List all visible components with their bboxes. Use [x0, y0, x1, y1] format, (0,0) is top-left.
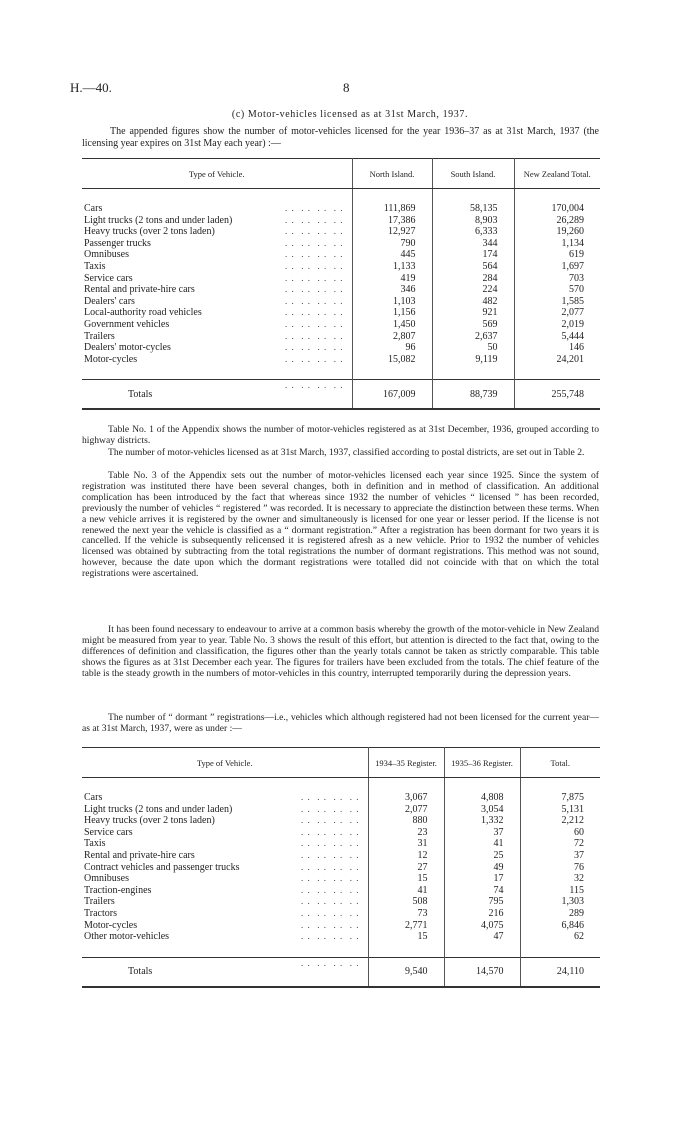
- cell-value: 47: [444, 931, 520, 943]
- body-paragraph: The number of motor-vehicles licensed as at 31st March, 1937, classified according to postal districts, are set out in Table 2.: [108, 447, 585, 458]
- totals-label: Totals . . . . . . . .: [82, 380, 352, 410]
- table-row: [82, 908, 600, 920]
- cell-value: 24,201: [514, 354, 600, 366]
- leader-dots: . . . . . . . .: [285, 237, 344, 248]
- cell-value: 7,875: [520, 792, 600, 804]
- row-label: Service cars . . . . . . . .: [84, 826, 360, 838]
- total-value: 167,009: [352, 380, 432, 410]
- leader-dots: . . . . . . . .: [301, 826, 360, 837]
- cell-value: 1,585: [514, 296, 600, 308]
- row-label: Traction-engines . . . . . . . .: [84, 884, 360, 896]
- cell-value: 111,869: [352, 203, 432, 215]
- table-row: [82, 319, 600, 331]
- row-label: Trailers . . . . . . . .: [84, 330, 344, 342]
- table-row: [82, 920, 600, 932]
- cell-value: 72: [520, 838, 600, 850]
- cell-value: 37: [444, 827, 520, 839]
- table-row: [82, 342, 600, 354]
- licensed-vehicles-table: [82, 158, 600, 410]
- row-label: Heavy trucks (over 2 tons laden) . . . . . . . .: [84, 815, 360, 827]
- row-label: Omnibuses . . . . . . . .: [84, 249, 344, 261]
- cell-value: 284: [432, 273, 514, 285]
- leader-dots: . . . . . . . .: [285, 342, 344, 353]
- row-label: Motor-cycles . . . . . . . .: [84, 919, 360, 931]
- row-label: Contract vehicles and passenger trucks . . . . . . . .: [84, 861, 360, 873]
- cell-value: 2,077: [514, 307, 600, 319]
- row-label: Government vehicles . . . . . . . .: [84, 318, 344, 330]
- cell-value: 3,067: [368, 792, 444, 804]
- column-header: North Island.: [352, 159, 432, 189]
- leader-dots: . . . . . . . .: [301, 849, 360, 860]
- leader-dots: . . . . . . . .: [285, 272, 344, 283]
- cell-value: 37: [520, 850, 600, 862]
- leader-dots: . . . . . . . .: [285, 284, 344, 295]
- cell-value: 880: [368, 815, 444, 827]
- cell-value: 15: [368, 931, 444, 943]
- cell-value: 15,082: [352, 354, 432, 366]
- row-label: Tractors . . . . . . . .: [84, 907, 360, 919]
- cell-value: 12,927: [352, 226, 432, 238]
- table-row: [82, 261, 600, 273]
- leader-dots: . . . . . . . .: [285, 318, 344, 329]
- row-label: Cars . . . . . . . .: [84, 203, 344, 214]
- table-row: [82, 838, 600, 850]
- body-paragraph: Table No. 3 of the Appendix sets out the number of motor-vehicles licensed each year since 1925. Since the system of registration was instituted there have been several changes, both in definition and in method of classification. An additional complication has been introduced by the fact that whereas since 1932 the number of vehicles “ licensed ” has been recorded, previously the number of vehicles “ registered ” was recorded. It is necessary to appreciate the distinction between these terms. When a new vehicle arrives it is registered by the owner and simultaneously is licensed for one year or lesser period. If the license is not renewed the next year the vehicle is classified as a “ dormant registration.” After a registration has been dormant for two years it is cancelled. If the vehicle is subsequently relicensed it is registered afresh as a new vehicle. Prior to 1932 the number of vehicles licensed was obtained by subtracting from the total registrations the number of dormant registrations. This method was not sound, however, because the date upon which the dormant registrations were totalled did not coincide with that on which the total registrations were ascertained.: [82, 470, 599, 580]
- cell-value: 2,077: [368, 804, 444, 816]
- table-row: [82, 307, 600, 319]
- cell-value: 41: [444, 838, 520, 850]
- column-header: Type of Vehicle.: [82, 159, 352, 189]
- cell-value: 921: [432, 307, 514, 319]
- table-row: [82, 215, 600, 227]
- section-title: (c) Motor-vehicles licensed as at 31st March, 1937.: [231, 109, 469, 120]
- cell-value: 74: [444, 885, 520, 897]
- cell-value: 564: [432, 261, 514, 273]
- cell-value: 1,134: [514, 238, 600, 250]
- cell-value: 26,289: [514, 215, 600, 227]
- table-row: [82, 815, 600, 827]
- intro-paragraph: The appended figures show the number of motor-vehicles licensed for the year 1936–37 as at 31st March, 1937 (the licensing year expires on 31st May each year) :—: [82, 126, 599, 149]
- row-label: Rental and private-hire cars . . . . . . . .: [84, 284, 344, 296]
- cell-value: 17,386: [352, 215, 432, 227]
- cell-value: 1,133: [352, 261, 432, 273]
- cell-value: 96: [352, 342, 432, 354]
- leader-dots: . . . . . . . .: [301, 907, 360, 918]
- row-label: Taxis . . . . . . . .: [84, 260, 344, 272]
- table-row: [82, 885, 600, 897]
- cell-value: 73: [368, 908, 444, 920]
- row-label: Light trucks (2 tons and under laden) . . . . . . . .: [84, 214, 344, 226]
- table-row: [82, 249, 600, 261]
- cell-value: 619: [514, 249, 600, 261]
- leader-dots: . . . . . . . .: [301, 931, 360, 942]
- column-header: Type of Vehicle.: [82, 748, 368, 778]
- cell-value: 23: [368, 827, 444, 839]
- body-paragraph: It has been found necessary to endeavour to arrive at a common basis whereby the growth of the motor-vehicle in New Zealand might be measured from year to year. Table No. 3 shows the result of this effort, but attention is directed to the fact that, owing to the differences of definition and classification, the figures other than the yearly totals cannot be taken as strictly comparable. This table shows the figures as at 31st December each year. The figures for trailers have been excluded from the totals. The chief feature of the table is the steady growth in the numbers of motor-vehicles in this country, interrupted temporarily during the depression years.: [82, 624, 599, 679]
- cell-value: 146: [514, 342, 600, 354]
- total-value: 255,748: [514, 380, 600, 410]
- cell-value: 174: [432, 249, 514, 261]
- cell-value: 1,303: [520, 896, 600, 908]
- leader-dots: . . . . . . . .: [285, 353, 344, 364]
- cell-value: 32: [520, 873, 600, 885]
- cell-value: 2,019: [514, 319, 600, 331]
- table-row: [82, 931, 600, 943]
- leader-dots: . . . . . . . .: [285, 295, 344, 306]
- column-header: Total.: [520, 748, 600, 778]
- row-label: Passenger trucks . . . . . . . .: [84, 237, 344, 249]
- page-number: 8: [343, 80, 350, 95]
- cell-value: 25: [444, 850, 520, 862]
- cell-value: 115: [520, 885, 600, 897]
- cell-value: 41: [368, 885, 444, 897]
- cell-value: 49: [444, 862, 520, 874]
- row-label: Taxis . . . . . . . .: [84, 838, 360, 850]
- table-row: [82, 873, 600, 885]
- cell-value: 6,333: [432, 226, 514, 238]
- table-row: [82, 226, 600, 238]
- row-label: Service cars . . . . . . . .: [84, 272, 344, 284]
- leader-dots: . . . . . . . .: [285, 203, 344, 213]
- leader-dots: . . . . . . . .: [285, 260, 344, 271]
- cell-value: 2,212: [520, 815, 600, 827]
- total-value: 24,110: [520, 957, 600, 987]
- row-label: Rental and private-hire cars . . . . . . . .: [84, 849, 360, 861]
- leader-dots: . . . . . . . .: [301, 861, 360, 872]
- cell-value: 170,004: [514, 203, 600, 215]
- leader-dots: . . . . . . . .: [301, 873, 360, 884]
- cell-value: 289: [520, 908, 600, 920]
- cell-value: 62: [520, 931, 600, 943]
- row-label: Light trucks (2 tons and under laden) . . . . . . . .: [84, 803, 360, 815]
- cell-value: 445: [352, 249, 432, 261]
- leader-dots: . . . . . . . .: [285, 226, 344, 237]
- cell-value: 570: [514, 284, 600, 296]
- cell-value: 76: [520, 862, 600, 874]
- cell-value: 419: [352, 273, 432, 285]
- cell-value: 58,135: [432, 203, 514, 215]
- cell-value: 1,697: [514, 261, 600, 273]
- table-row: [82, 862, 600, 874]
- row-label: Cars . . . . . . . .: [84, 792, 360, 803]
- table-row: [82, 827, 600, 839]
- cell-value: 31: [368, 838, 444, 850]
- cell-value: 5,131: [520, 804, 600, 816]
- cell-value: 9,119: [432, 354, 514, 366]
- row-label: Motor-cycles . . . . . . . .: [84, 353, 344, 365]
- cell-value: 224: [432, 284, 514, 296]
- cell-value: 2,637: [432, 331, 514, 343]
- parliamentary-paper-reference: H.—40.: [70, 80, 112, 95]
- cell-value: 795: [444, 896, 520, 908]
- row-label: Local-authority road vehicles . . . . . . . .: [84, 307, 344, 319]
- table-row: [82, 354, 600, 366]
- cell-value: 2,807: [352, 331, 432, 343]
- leader-dots: . . . . . . . .: [285, 330, 344, 341]
- cell-value: 1,450: [352, 319, 432, 331]
- table-body: [82, 778, 600, 987]
- totals-label: Totals . . . . . . . .: [82, 957, 368, 987]
- cell-value: 482: [432, 296, 514, 308]
- table-row: [82, 804, 600, 816]
- leader-dots: . . . . . . . .: [301, 815, 360, 826]
- row-label: Dealers' cars . . . . . . . .: [84, 295, 344, 307]
- cell-value: 60: [520, 827, 600, 839]
- table-row: [82, 284, 600, 296]
- row-label: Heavy trucks (over 2 tons laden) . . . . . . . .: [84, 226, 344, 238]
- column-header: New Zealand Total.: [514, 159, 600, 189]
- cell-value: 569: [432, 319, 514, 331]
- table-row: [82, 238, 600, 250]
- leader-dots: . . . . . . . .: [301, 919, 360, 930]
- total-value: 9,540: [368, 957, 444, 987]
- body-paragraph: The number of “ dormant ” registrations—i.e., vehicles which although registered had not been licensed for the current year—as at 31st March, 1937, were as under :—: [82, 712, 599, 734]
- cell-value: 4,075: [444, 920, 520, 932]
- cell-value: 2,771: [368, 920, 444, 932]
- leader-dots: . . . . . . . .: [301, 884, 360, 895]
- leader-dots: . . . . . . . .: [301, 792, 360, 802]
- column-header: 1935–36 Register.: [444, 748, 520, 778]
- leader-dots: . . . . . . . .: [285, 307, 344, 318]
- total-value: 14,570: [444, 957, 520, 987]
- cell-value: 1,332: [444, 815, 520, 827]
- cell-value: 216: [444, 908, 520, 920]
- leader-dots: . . . . . . . .: [301, 957, 360, 968]
- table-row: [82, 850, 600, 862]
- cell-value: 1,156: [352, 307, 432, 319]
- cell-value: 50: [432, 342, 514, 354]
- leader-dots: . . . . . . . .: [301, 838, 360, 849]
- table-row: [82, 203, 600, 215]
- leader-dots: . . . . . . . .: [285, 380, 344, 391]
- table-row: [82, 896, 600, 908]
- cell-value: 4,808: [444, 792, 520, 804]
- cell-value: 508: [368, 896, 444, 908]
- table-row: [82, 792, 600, 804]
- cell-value: 17: [444, 873, 520, 885]
- cell-value: 3,054: [444, 804, 520, 816]
- table-body: [82, 189, 600, 410]
- row-label: Other motor-vehicles . . . . . . . .: [84, 931, 360, 943]
- cell-value: 346: [352, 284, 432, 296]
- table-row: [82, 273, 600, 285]
- cell-value: 344: [432, 238, 514, 250]
- row-label: Omnibuses . . . . . . . .: [84, 873, 360, 885]
- table-row: [82, 296, 600, 308]
- row-label: Dealers' motor-cycles . . . . . . . .: [84, 342, 344, 354]
- cell-value: 703: [514, 273, 600, 285]
- cell-value: 15: [368, 873, 444, 885]
- leader-dots: . . . . . . . .: [285, 249, 344, 260]
- leader-dots: . . . . . . . .: [301, 803, 360, 814]
- dormant-registrations-table: [82, 747, 600, 988]
- column-header: 1934–35 Register.: [368, 748, 444, 778]
- total-value: 88,739: [432, 380, 514, 410]
- cell-value: 8,903: [432, 215, 514, 227]
- cell-value: 5,444: [514, 331, 600, 343]
- body-paragraph: Table No. 1 of the Appendix shows the number of motor-vehicles registered as at 31st December, 1936, grouped according to highway districts.: [82, 424, 599, 446]
- cell-value: 27: [368, 862, 444, 874]
- totals-row: [82, 957, 600, 987]
- leader-dots: . . . . . . . .: [285, 214, 344, 225]
- cell-value: 790: [352, 238, 432, 250]
- cell-value: 19,260: [514, 226, 600, 238]
- table-row: [82, 331, 600, 343]
- row-label: Trailers . . . . . . . .: [84, 896, 360, 908]
- cell-value: 12: [368, 850, 444, 862]
- column-header: South Island.: [432, 159, 514, 189]
- cell-value: 1,103: [352, 296, 432, 308]
- cell-value: 6,846: [520, 920, 600, 932]
- totals-row: [82, 380, 600, 410]
- leader-dots: . . . . . . . .: [301, 896, 360, 907]
